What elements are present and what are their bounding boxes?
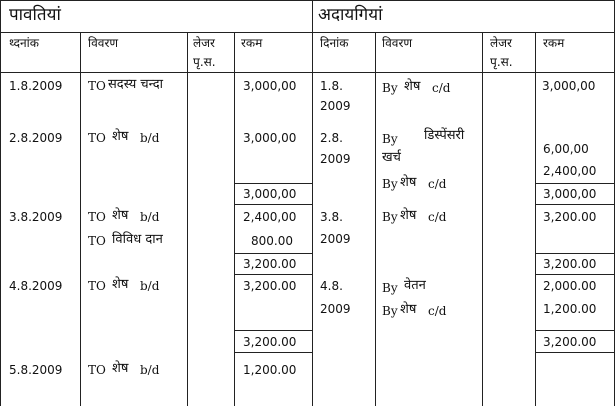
payment-date: 4.8. [320,279,343,293]
receipt-amount: 800.00 [251,234,293,248]
payment-particular: शेष [400,208,417,223]
receipt-suffix: b/d [140,279,160,293]
receipt-total: 3,200.00 [243,257,297,271]
col-header-particulars-receipts: विवरण [88,36,119,50]
receipt-date: 4.8.2009 [9,279,63,293]
col-header-date-receipts: थ्दनांक [9,36,39,50]
col-header-amount-payments: रकम [543,36,565,50]
receipt-total: 3,200.00 [243,335,297,349]
col-header-ledger-page-receipts: पृ.स. [193,55,216,69]
receipt-to-label: TO [88,131,106,145]
receipt-suffix: b/d [140,210,160,224]
receipt-amount: 1,200.00 [243,363,297,377]
receipt-to-label: TO [88,234,106,248]
payment-by-label: By [382,281,398,295]
payment-suffix: c/d [428,304,447,318]
payment-amount: 2,000.00 [543,279,597,293]
payment-particular: शेष [400,302,417,317]
receipt-date: 3.8.2009 [9,210,63,224]
payments-total2-top [535,253,615,254]
receipt-to-label: TO [88,363,106,377]
payment-date-year: 2009 [320,99,351,113]
col-header-ledger-receipts: लेजर [193,36,215,50]
payments-total2-bottom [535,274,615,275]
receipt-amount: 2,400,00 [243,210,297,224]
payment-particular-line2: खर्च [382,150,401,165]
payment-total: 3,200.00 [543,335,597,349]
receipts-total2-top [234,253,312,254]
payment-total: 3,200.00 [543,257,597,271]
payments-total3-bottom [535,352,615,353]
col-header-particulars-payments: विवरण [382,36,413,50]
column-header-divider [0,72,615,73]
payments-total1-bottom [535,204,615,205]
receipt-date: 1.8.2009 [9,79,63,93]
payment-amount: 3,200.00 [543,210,597,224]
receipt-date: 2.8.2009 [9,131,63,145]
col-divider-date-particulars-p [375,32,376,406]
receipts-total1-top [234,183,312,184]
payment-date: 3.8. [320,210,343,224]
payment-amount: 3,000,00 [542,79,596,93]
col-header-date-payments: दिनांक [320,36,349,50]
payments-header: अदायगियां [318,5,383,25]
payment-by-label: By [382,177,398,191]
payment-by-label: By [382,81,398,95]
receipt-to-label: TO [88,279,106,293]
col-divider-ledger-amount-r [234,32,235,406]
receipt-amount: 3,000,00 [243,131,297,145]
receipt-particular: शेष [112,208,129,223]
payment-date: 2.8. [320,131,343,145]
payment-date-year: 2009 [320,232,351,246]
receipt-particular: शेष [112,277,129,292]
header-divider [0,32,615,33]
col-header-ledger-payments: लेजर [490,36,512,50]
col-divider-ledger-amount-p [535,32,536,406]
payment-amount: 6,00,00 [543,142,589,156]
payment-particular: शेष [400,175,417,190]
payments-total1-top [535,183,615,184]
receipt-amount: 3,200.00 [243,279,297,293]
col-divider-particulars-ledger-r [187,32,188,406]
payment-particular: डिस्पेंसरी [424,128,465,143]
receipt-to-label: TO [88,79,106,93]
payments-total3-top [535,330,615,331]
receipts-total3-top [234,330,312,331]
receipt-to-label: TO [88,210,106,224]
receipt-particular: शेष [112,129,129,144]
payment-suffix: c/d [432,81,451,95]
payment-suffix: c/d [428,177,447,191]
payment-particular: शेष [404,79,421,94]
receipt-particular: विविध दान [112,232,163,247]
table-border-top [0,0,615,1]
payment-suffix: c/d [428,210,447,224]
receipt-date: 5.8.2009 [9,363,63,377]
payment-date-year: 2009 [320,152,351,166]
receipts-payments-divider [312,0,313,406]
payment-amount: 1,200.00 [543,302,597,316]
receipts-total2-bottom [234,274,312,275]
payment-amount: 2,400,00 [543,164,597,178]
receipts-header: पावतियां [9,5,61,25]
col-header-amount-receipts: रकम [241,36,263,50]
receipts-total1-bottom [234,204,312,205]
receipt-suffix: b/d [140,363,160,377]
payment-particular: वेतन [404,278,426,293]
receipt-amount: 3,000,00 [243,79,297,93]
receipt-particular: शेष [112,361,129,376]
payment-date-year: 2009 [320,302,351,316]
receipt-total: 3,000,00 [243,187,297,201]
receipt-suffix: b/d [140,131,160,145]
col-header-ledger-page-payments: पृ.स. [490,55,513,69]
payment-by-label: By [382,132,398,146]
col-divider-particulars-ledger-p [482,32,483,406]
table-border-left [0,0,1,406]
receipt-particular: सदस्य चन्दा [108,77,163,92]
payment-by-label: By [382,210,398,224]
col-divider-date-particulars-r [80,32,81,406]
payment-by-label: By [382,304,398,318]
payment-date: 1.8. [320,79,343,93]
payment-total: 3,000,00 [543,187,597,201]
receipts-total3-bottom [234,352,312,353]
